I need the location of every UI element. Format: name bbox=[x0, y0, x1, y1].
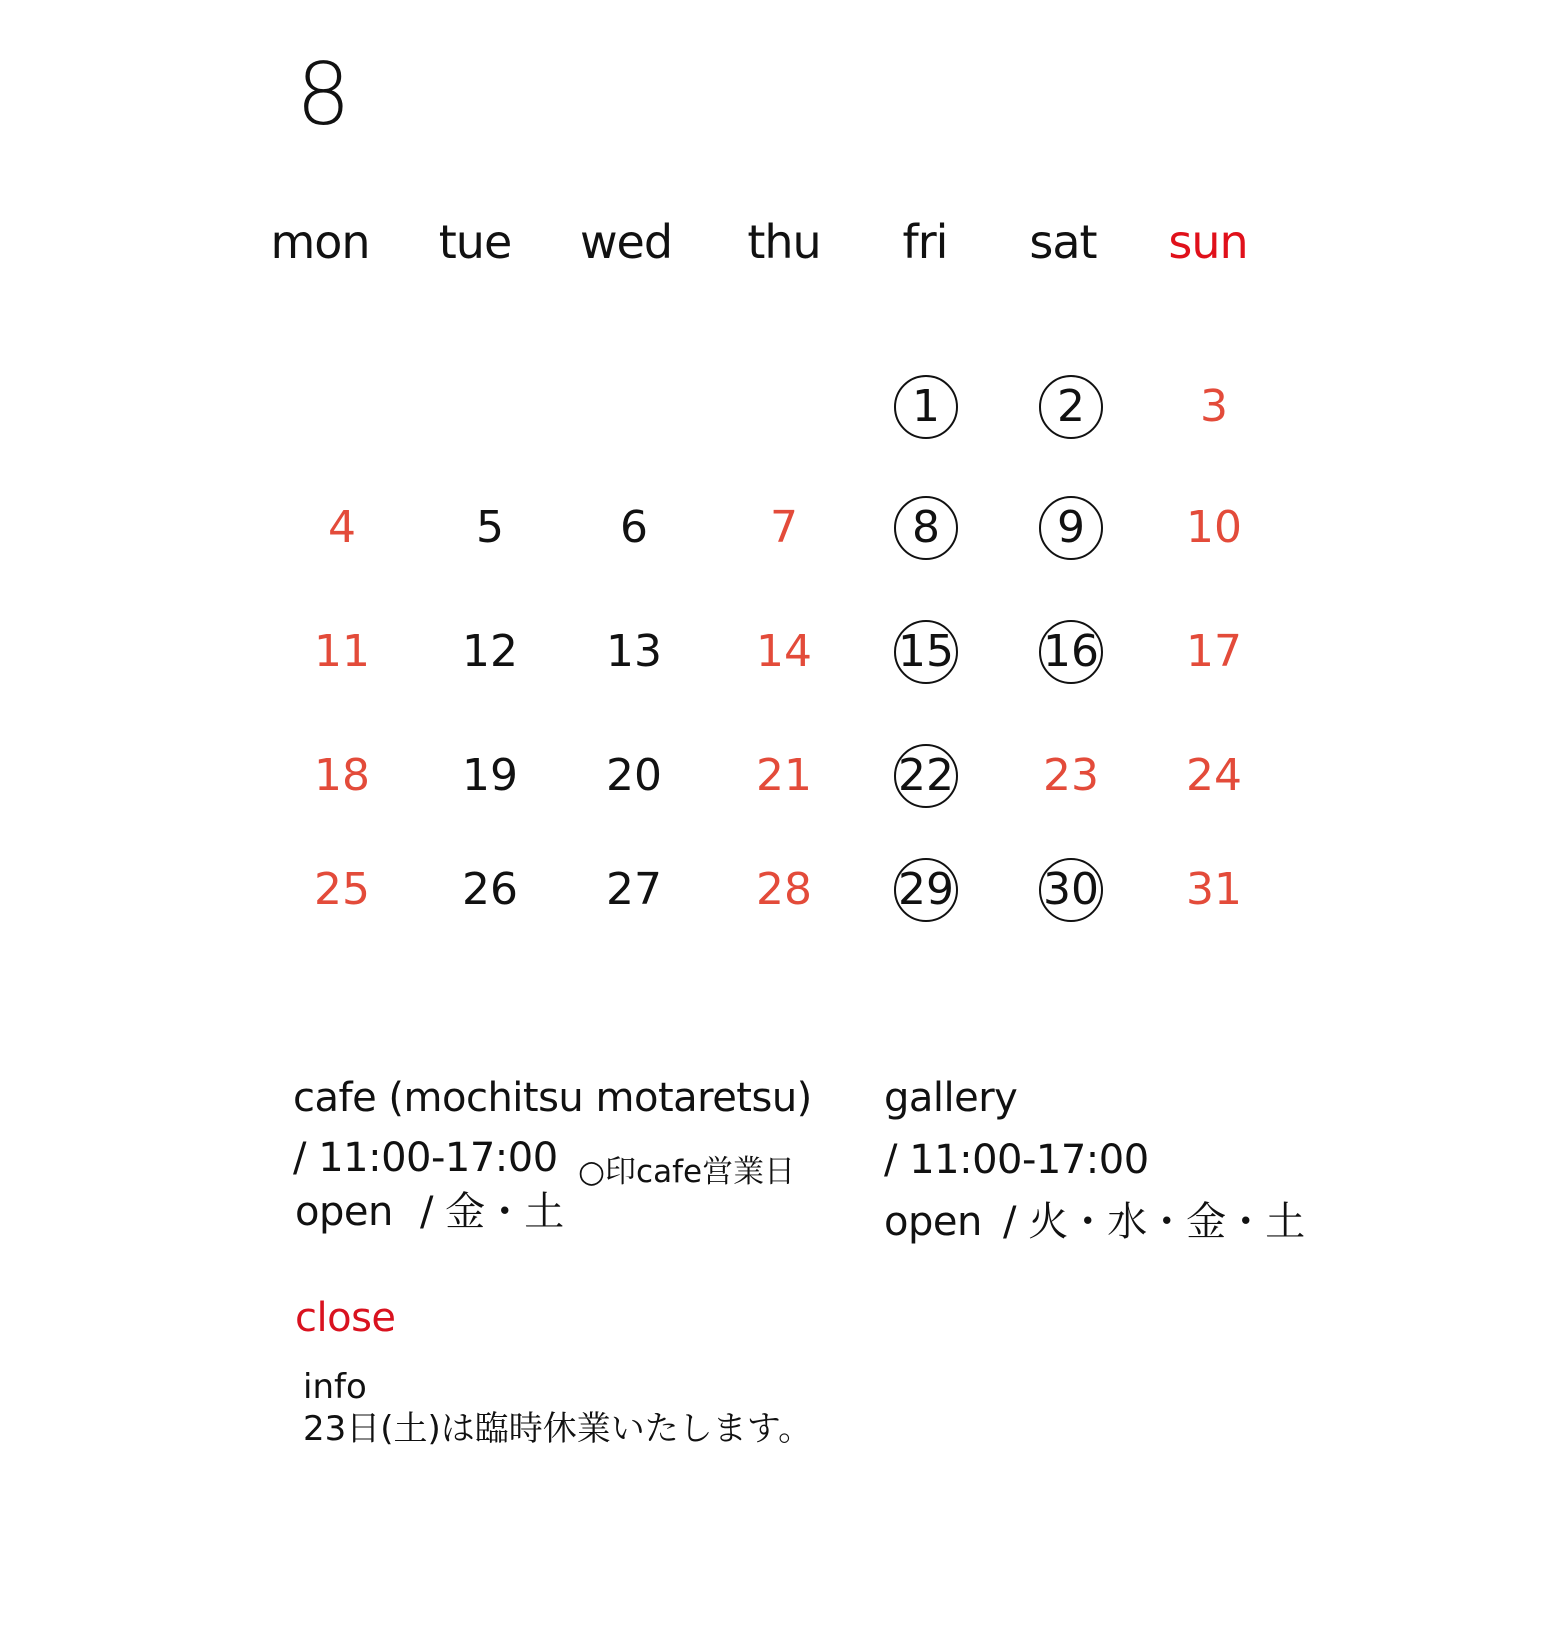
day-number: 10 bbox=[1186, 502, 1242, 553]
day-number: 6 bbox=[620, 502, 648, 553]
day-26 bbox=[440, 840, 540, 940]
day-number: 7 bbox=[770, 502, 798, 553]
day-number: 4 bbox=[328, 502, 356, 553]
day-31 bbox=[1164, 840, 1264, 940]
day-number: 8 bbox=[912, 502, 940, 553]
weekday-sun: sun bbox=[1168, 215, 1248, 269]
day-2 bbox=[1021, 357, 1121, 457]
day-number: 15 bbox=[898, 626, 954, 677]
weekday-mon: mon bbox=[270, 215, 370, 269]
day-22 bbox=[876, 726, 976, 826]
day-number: 22 bbox=[898, 750, 954, 801]
day-13 bbox=[584, 602, 684, 702]
day-number: 28 bbox=[756, 864, 812, 915]
day-number: 16 bbox=[1043, 626, 1099, 677]
day-8 bbox=[876, 478, 976, 578]
day-9 bbox=[1021, 478, 1121, 578]
day-number: 21 bbox=[756, 750, 812, 801]
day-3 bbox=[1164, 357, 1264, 457]
day-15 bbox=[876, 602, 976, 702]
day-number: 19 bbox=[462, 750, 518, 801]
day-number: 12 bbox=[462, 626, 518, 677]
day-number: 26 bbox=[462, 864, 518, 915]
day-number: 24 bbox=[1186, 750, 1242, 801]
day-number: 27 bbox=[606, 864, 662, 915]
day-number: 13 bbox=[606, 626, 662, 677]
day-29 bbox=[876, 840, 976, 940]
day-number: 18 bbox=[314, 750, 370, 801]
day-number: 2 bbox=[1057, 381, 1085, 432]
month-number: 8 bbox=[296, 45, 351, 145]
day-20 bbox=[584, 726, 684, 826]
cafe-open-label: open bbox=[295, 1189, 393, 1235]
day-21 bbox=[734, 726, 834, 826]
day-number: 31 bbox=[1186, 864, 1242, 915]
day-30 bbox=[1021, 840, 1121, 940]
day-7 bbox=[734, 478, 834, 578]
cafe-open-days: / 金・土 bbox=[420, 1189, 564, 1235]
day-12 bbox=[440, 602, 540, 702]
day-number: 17 bbox=[1186, 626, 1242, 677]
info-message: 23日(土)は臨時休業いたします。 bbox=[303, 1409, 813, 1449]
info-heading: info bbox=[303, 1367, 367, 1407]
gallery-hours: / 11:00-17:00 bbox=[884, 1137, 1149, 1183]
cafe-title: cafe (mochitsu motaretsu) bbox=[293, 1075, 812, 1121]
day-19 bbox=[440, 726, 540, 826]
day-number: 11 bbox=[314, 626, 370, 677]
day-4 bbox=[292, 478, 392, 578]
day-14 bbox=[734, 602, 834, 702]
weekday-fri: fri bbox=[902, 215, 948, 269]
day-number: 3 bbox=[1200, 381, 1228, 432]
day-number: 5 bbox=[476, 502, 504, 553]
close-label: close bbox=[295, 1295, 396, 1341]
day-18 bbox=[292, 726, 392, 826]
day-number: 1 bbox=[912, 381, 940, 432]
cafe-legend: ○印cafe営業日 bbox=[578, 1154, 796, 1190]
day-number: 29 bbox=[898, 864, 954, 915]
day-23 bbox=[1021, 726, 1121, 826]
gallery-open-days: / 火・水・金・土 bbox=[1003, 1199, 1305, 1245]
day-number: 30 bbox=[1043, 864, 1099, 915]
day-11 bbox=[292, 602, 392, 702]
day-number: 20 bbox=[606, 750, 662, 801]
day-10 bbox=[1164, 478, 1264, 578]
gallery-open-label: open bbox=[884, 1199, 982, 1245]
day-24 bbox=[1164, 726, 1264, 826]
day-16 bbox=[1021, 602, 1121, 702]
day-1 bbox=[876, 357, 976, 457]
day-28 bbox=[734, 840, 834, 940]
day-27 bbox=[584, 840, 684, 940]
day-17 bbox=[1164, 602, 1264, 702]
day-number: 25 bbox=[314, 864, 370, 915]
weekday-wed: wed bbox=[579, 215, 673, 269]
cafe-hours: / 11:00-17:00 bbox=[293, 1135, 558, 1181]
gallery-title: gallery bbox=[884, 1075, 1018, 1121]
weekday-sat: sat bbox=[1029, 215, 1097, 269]
day-number: 23 bbox=[1043, 750, 1099, 801]
weekday-thu: thu bbox=[747, 215, 821, 269]
day-6 bbox=[584, 478, 684, 578]
day-number: 9 bbox=[1057, 502, 1085, 553]
day-number: 14 bbox=[756, 626, 812, 677]
day-25 bbox=[292, 840, 392, 940]
weekday-tue: tue bbox=[438, 215, 512, 269]
day-5 bbox=[440, 478, 540, 578]
